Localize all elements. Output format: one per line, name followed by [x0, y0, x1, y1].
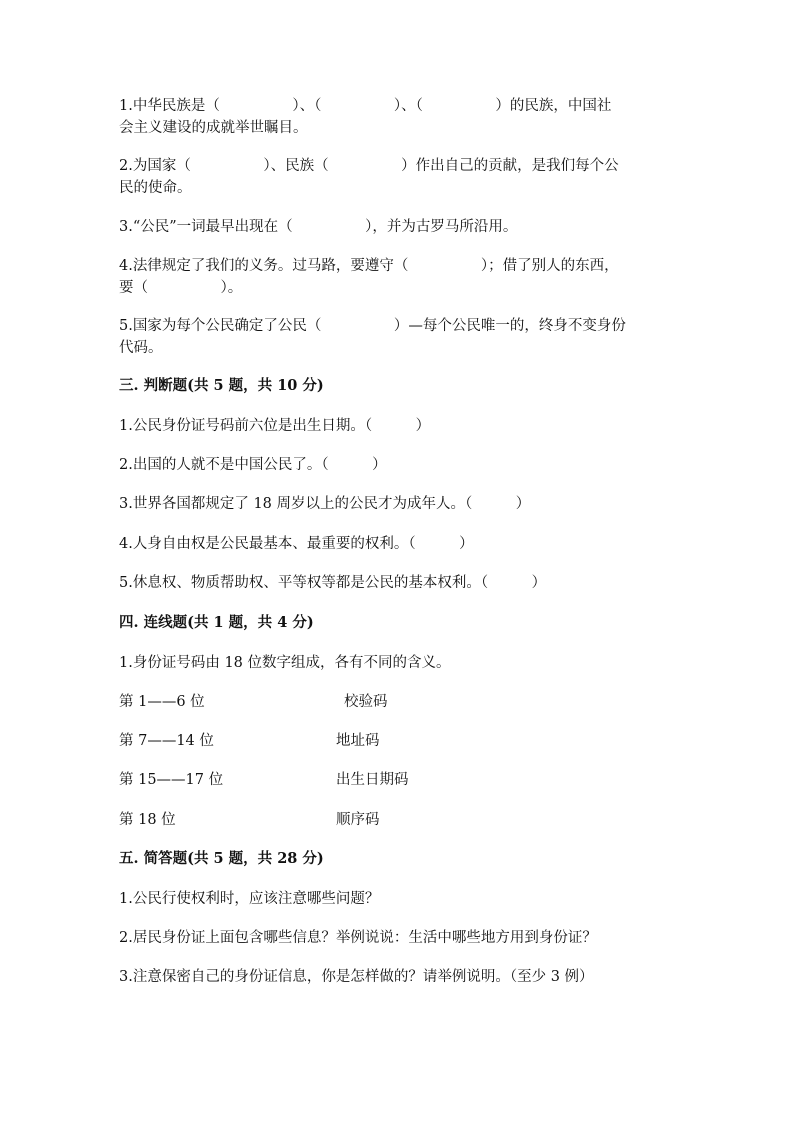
- fill-blank-1-line2: 会主义建设的成就举世瞩目。: [119, 120, 308, 136]
- short-answer-item-3: 3.注意保密自己的身份证信息，你是怎样做的？请举例说明。（至少 3 例）: [119, 969, 594, 985]
- fill-blank-2-line1: 2.为国家（ ）、民族（ ）作出自己的贡献，是我们每个公: [119, 158, 619, 174]
- fill-blank-4-line2: 要（ ）。: [119, 280, 243, 296]
- matching-left-3: 第 15——17 位: [119, 772, 224, 788]
- short-answer-item-2: 2.居民身份证上面包含哪些信息？举例说说：生活中哪些地方用到身份证？: [119, 930, 597, 946]
- matching-right-1: 校验码: [344, 694, 388, 710]
- section-heading-short-answer: 五. 简答题(共 5 题，共 28 分): [119, 850, 324, 867]
- matching-right-3: 出生日期码: [336, 772, 409, 788]
- matching-right-4: 顺序码: [336, 812, 380, 828]
- judgement-item-1: 1.公民身份证号码前六位是出生日期。（ ）: [119, 418, 431, 434]
- fill-blank-3-line1: 3.“公民”一词最早出现在（ ），并为古罗马所沿用。: [119, 219, 518, 235]
- judgement-item-4: 4.人身自由权是公民最基本、最重要的权利。（ ）: [119, 536, 474, 552]
- section-heading-matching: 四. 连线题(共 1 题，共 4 分): [119, 614, 314, 631]
- matching-question: 1.身份证号码由 18 位数字组成，各有不同的含义。: [119, 655, 451, 671]
- matching-left-1: 第 1——6 位: [119, 694, 205, 710]
- judgement-item-5: 5.休息权、物质帮助权、平等权等都是公民的基本权利。（ ）: [119, 575, 547, 591]
- matching-right-2: 地址码: [336, 733, 380, 749]
- section-heading-judgement: 三. 判断题(共 5 题，共 10 分): [119, 377, 324, 394]
- fill-blank-5-line1: 5.国家为每个公民确定了公民（ ）—每个公民唯一的，终身不变身份: [119, 318, 626, 334]
- judgement-item-3: 3.世界各国都规定了 18 周岁以上的公民才为成年人。（ ）: [119, 496, 531, 512]
- short-answer-item-1: 1.公民行使权利时，应该注意哪些问题？: [119, 891, 380, 907]
- matching-left-2: 第 7——14 位: [119, 733, 214, 749]
- fill-blank-5-line2: 代码。: [119, 340, 163, 356]
- matching-left-4: 第 18 位: [119, 812, 176, 828]
- fill-blank-1-line1: 1.中华民族是（ ）、（ ）、（ ）的民族，中国社: [119, 98, 612, 114]
- judgement-item-2: 2.出国的人就不是中国公民了。（ ）: [119, 457, 387, 473]
- fill-blank-2-line2: 民的使命。: [119, 180, 192, 196]
- fill-blank-4-line1: 4.法律规定了我们的义务。过马路，要遵守（ ）；借了别人的东西，: [119, 258, 619, 274]
